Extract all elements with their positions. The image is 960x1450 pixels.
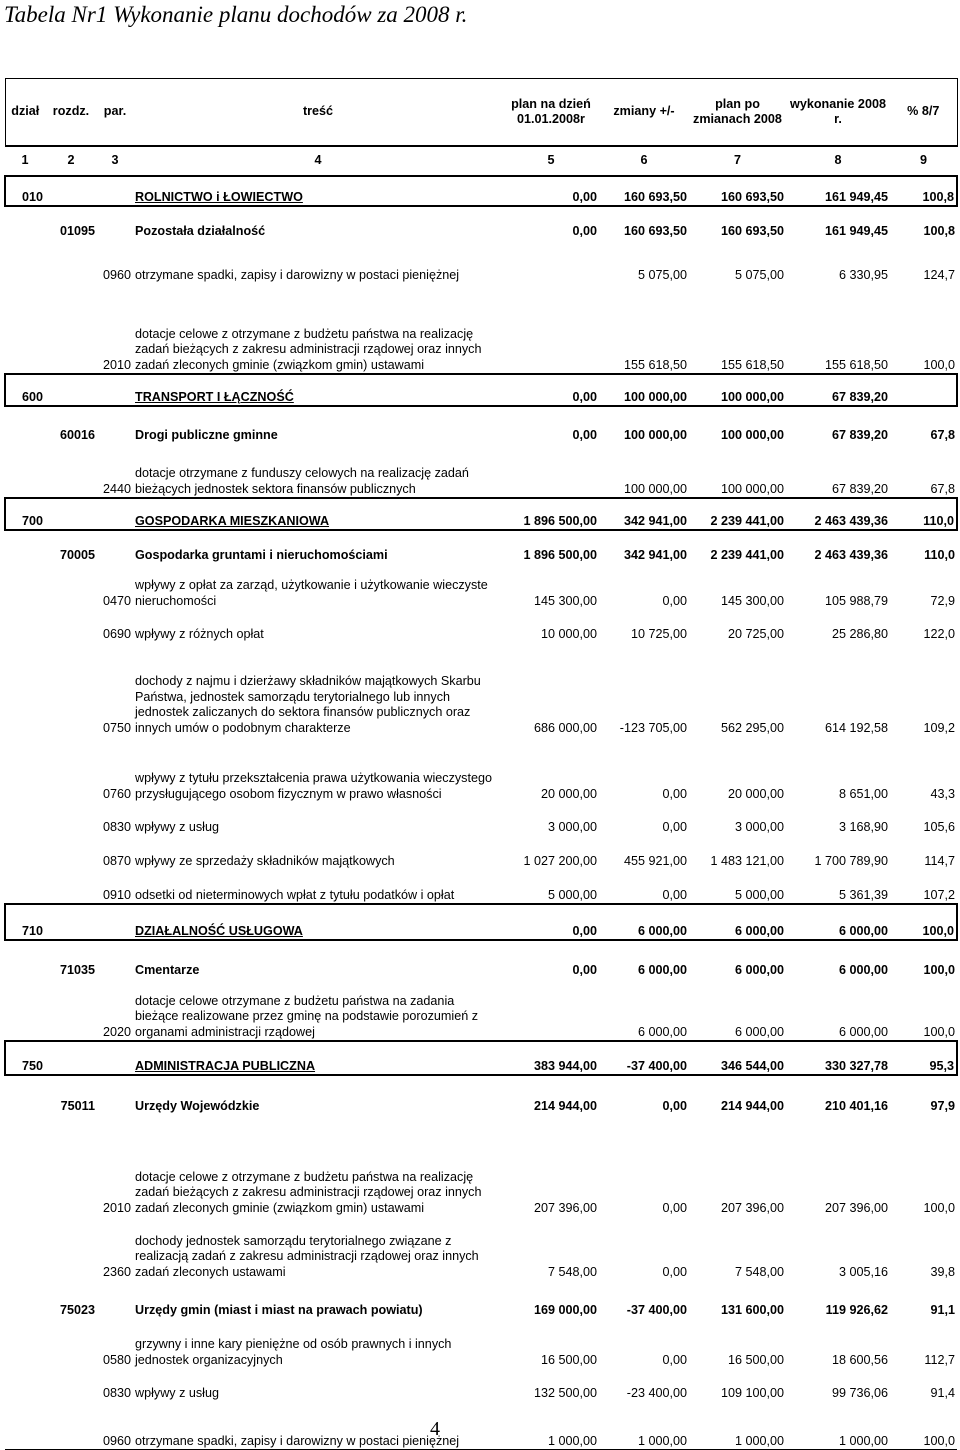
paragraf-cell: 0870 [102,853,131,868]
percent-value: 97,9 [930,1098,955,1113]
dzial-cell [5,206,45,239]
paragraf-cell [97,1041,133,1075]
paragraf-cell [97,1280,133,1318]
rozdzial-cell [45,1318,97,1368]
table-row [5,869,957,904]
percent-value: 91,1 [930,1302,955,1317]
plan-after-value: 6 000,00 [734,923,784,938]
description-cell: dochody jednostek samorządu terytorialnego związane z realizacją zadań z zakresu administracji rządowej oraz innych zadań zleconych ustawami [135,1233,479,1279]
paragraf-cell [97,498,133,530]
column-number: 1 [5,146,45,176]
paragraf-cell [97,406,133,443]
plan-after-value: 214 944,00 [720,1098,784,1113]
percent-value: 114,7 [924,853,955,868]
description-cell: Pozostała działalność [135,223,266,238]
percent-value: 100,0 [923,962,955,977]
plan-after-value: 16 500,00 [727,1352,784,1367]
table-row [5,1114,957,1216]
plan-value: 207 396,00 [533,1200,597,1215]
description-cell: ADMINISTRACJA PUBLICZNA [135,1058,316,1073]
execution-value: 67 839,20 [831,427,888,442]
dzial-cell: 750 [5,1041,45,1075]
change-value: 6 000,00 [637,962,687,977]
plan-value: 16 500,00 [540,1352,597,1367]
rozdzial-cell [45,904,97,940]
percent-value: 107,2 [923,887,955,902]
budget-table-container [4,78,956,1450]
plan-value: 10 000,00 [540,626,597,641]
paragraf-cell: 0750 [102,720,131,735]
table-row [5,1401,957,1450]
percent-value: 91,4 [930,1385,955,1400]
rozdzial-cell [45,978,97,1041]
description-cell: otrzymane spadki, zapisy i darowizny w postaci pieniężnej [135,267,460,282]
plan-value: 686 000,00 [533,720,597,735]
dzial-cell [5,283,45,374]
plan-after-value: 145 300,00 [720,593,784,608]
rozdzial-cell: 71035 [59,962,95,977]
plan-after-value: 109 100,00 [720,1385,784,1400]
percent-value: 100,8 [923,223,955,238]
plan-after-value: 131 600,00 [720,1302,784,1317]
plan-after-value: 346 544,00 [720,1058,784,1073]
table-row [5,609,957,642]
dzial-cell [5,609,45,642]
column-number: 7 [689,146,786,176]
paragraf-cell: 0830 [102,819,131,834]
execution-value: 18 600,56 [831,1352,888,1367]
change-value: 6 000,00 [637,1024,687,1039]
change-value: -37 400,00 [626,1302,687,1317]
rozdzial-cell [45,835,97,869]
percent-value: 100,0 [890,904,957,940]
plan-after-value: 1 483 121,00 [710,853,784,868]
paragraf-cell: 0910 [102,887,131,902]
execution-value: 155 618,50 [824,357,888,372]
percent-value: 122,0 [923,626,955,641]
column-number: 2 [45,146,97,176]
plan-after-value: 155 618,50 [720,357,784,372]
table-row [5,904,957,940]
rozdzial-cell [45,1114,97,1216]
column-number: 9 [890,146,957,176]
plan-after-value: 6 000,00 [734,1024,784,1039]
plan-value: 1 896 500,00 [523,513,597,528]
execution-value: 6 330,95 [838,267,888,282]
dzial-cell [5,1075,45,1114]
execution-value: 1 000,00 [786,1401,890,1450]
plan-after-value: 1 000,00 [689,1401,786,1450]
rozdzial-cell: 75011 [60,1098,95,1113]
change-value: -123 705,00 [619,720,687,735]
plan-after-value: 7 548,00 [734,1264,784,1279]
plan-after-value: 100 000,00 [720,427,784,442]
dzial-cell [5,239,45,283]
plan-after-value: 207 396,00 [720,1200,784,1215]
change-value: 342 941,00 [623,513,687,528]
change-value: 100 000,00 [623,427,687,442]
plan-value [503,239,599,283]
description-cell: dotacje celowe z otrzymane z budżetu państwa na realizację zadań bieżących z zakresu administracji rządowej oraz innych zadań zleconych gminie (związkom gmin) ustawami [135,1169,482,1215]
change-value: 0,00 [662,1200,687,1215]
description-cell: dotacje celowe otrzymane z budżetu państwa na zadania bieżące realizowane przez gminę na podstawie porozumień z organami administracji rządowej [135,993,479,1039]
plan-after-value: 2 239 441,00 [710,513,784,528]
plan-value: 132 500,00 [533,1385,597,1400]
execution-value: 161 949,45 [824,223,888,238]
description-cell: wpływy z tytułu przekształcenia prawa użytkowania wieczystego przysługującego osobom fizycznym w prawo własności [135,771,492,801]
rozdzial-cell [45,642,97,736]
table-row [5,283,957,374]
paragraf-cell: 0580 [102,1352,131,1367]
plan-after-value: 20 000,00 [727,786,784,801]
plan-value: 7 548,00 [547,1264,597,1279]
description-cell: wpływy ze sprzedaży składników majątkowych [135,853,395,868]
change-value: -37 400,00 [626,1058,687,1073]
rozdzial-cell: 01095 [59,223,95,238]
table-body [5,176,957,1450]
plan-after-value: 2 239 441,00 [710,547,784,562]
rozdzial-cell [45,1041,97,1075]
change-value: 455 921,00 [623,853,687,868]
paragraf-cell: 2010 [102,1200,131,1215]
change-value: 0,00 [662,1264,687,1279]
column-number: 6 [599,146,689,176]
plan-value: 214 944,00 [533,1098,597,1113]
paragraf-cell: 2360 [102,1264,131,1279]
description-cell: Cmentarze [135,962,200,977]
header-procent: % 8/7 [890,79,957,147]
plan-after-value: 100 000,00 [720,481,784,496]
description-cell: DZIAŁALNOŚĆ USŁUGOWA [135,923,303,938]
percent-value: 100,8 [890,176,957,206]
execution-value: 119 926,62 [825,1302,888,1317]
plan-value: 0,00 [572,962,597,977]
paragraf-cell: 2020 [102,1024,131,1039]
execution-value: 67 839,20 [831,481,888,496]
dzial-cell [5,1216,45,1280]
execution-value: 5 361,39 [838,887,888,902]
header-plan: plan na dzień 01.01.2008r [503,79,599,147]
change-value: 0,00 [662,1098,687,1113]
description-cell: GOSPODARKA MIESZKANIOWA [135,513,330,528]
page-title: Tabela Nr1 Wykonanie planu dochodów za 2008 r. [4,2,468,27]
rozdzial-cell: 60016 [59,427,95,442]
plan-after-value: 6 000,00 [734,962,784,977]
percent-value: 39,8 [930,1264,955,1279]
rozdzial-cell [45,1216,97,1280]
execution-value: 2 463 439,36 [814,513,888,528]
description-cell: Drogi publiczne gminne [135,427,278,442]
description-cell: otrzymane spadki, zapisy i darowizny w postaci pieniężnej [133,1401,503,1450]
rozdzial-cell [45,176,97,206]
plan-value: 20 000,00 [540,786,597,801]
table-row [5,978,957,1041]
paragraf-cell: 0470 [102,593,131,608]
description-cell: dotacje otrzymane z funduszy celowych na realizację zadań bieżących jednostek sektora finansów publicznych [135,466,469,496]
plan-after-value: 562 295,00 [720,720,784,735]
percent-value: 112,7 [924,1352,955,1367]
change-value: 0,00 [662,819,687,834]
plan-after-value: 160 693,50 [720,189,784,204]
plan-value: 5 000,00 [547,887,597,902]
dzial-cell [5,563,45,609]
paragraf-cell [97,1075,133,1114]
change-value: 1 000,00 [599,1401,689,1450]
change-value: 342 941,00 [623,547,687,562]
execution-value: 25 286,80 [831,626,888,641]
plan-value: 1 000,00 [503,1401,599,1450]
dzial-cell [5,642,45,736]
paragraf-cell: 0830 [102,1385,131,1400]
paragraf-cell: 2440 [102,481,131,496]
execution-value: 1 700 789,90 [814,853,888,868]
change-value: 0,00 [662,887,687,902]
column-number: 5 [503,146,599,176]
paragraf-cell [97,940,133,978]
description-cell: Urzędy Wojewódzkie [135,1098,260,1113]
plan-value: 1 896 500,00 [523,547,597,562]
dzial-cell [5,406,45,443]
change-value: -23 400,00 [626,1385,687,1400]
change-value: 0,00 [662,786,687,801]
table-row [5,736,957,802]
execution-value: 67 839,20 [831,389,888,404]
dzial-cell [5,1401,45,1450]
rozdzial-cell [45,802,97,835]
percent-value: 100,0 [923,1024,955,1039]
execution-value: 330 327,78 [824,1058,888,1073]
percent-value: 67,8 [930,481,955,496]
description-cell: wpływy z opłat za zarząd, użytkowanie i użytkowanie wieczyste nieruchomości [135,578,488,608]
rozdzial-cell: 75023 [59,1302,95,1317]
paragraf-cell [97,206,133,239]
plan-value: 0,00 [572,389,597,404]
description-cell: dotacje celowe z otrzymane z budżetu państwa na realizację zadań bieżących z zakresu administracji rządowej oraz innych zadań zleconych gminie (związkom gmin) ustawami [135,326,482,372]
plan-after-value: 5 000,00 [734,887,784,902]
plan-value: 145 300,00 [533,593,597,608]
percent-value: 100,0 [923,1200,955,1215]
dzial-cell [5,802,45,835]
dzial-cell [5,835,45,869]
rozdzial-cell [45,736,97,802]
table-row [5,802,957,835]
table-row [5,835,957,869]
paragraf-cell: 2010 [102,357,131,372]
percent-value: 124,7 [923,267,955,282]
plan-value: 0,00 [572,923,597,938]
rozdzial-cell [45,563,97,609]
change-value: 5 075,00 [637,267,687,282]
rozdzial-cell [45,239,97,283]
description-cell: grzywny i inne kary pieniężne od osób prawnych i innych jednostek organizacyjnych [135,1337,452,1367]
change-value: 0,00 [662,1352,687,1367]
percent-value: 100,0 [923,357,955,372]
header-zmiany: zmiany +/- [599,79,689,147]
table-row [5,940,957,978]
dzial-cell: 600 [5,374,45,406]
change-value: 160 693,50 [623,223,687,238]
description-cell: wpływy z usług [135,819,219,834]
column-number: 4 [133,146,503,176]
paragraf-cell [97,176,133,206]
table-row [5,1216,957,1280]
description-cell: wpływy z różnych opłat [135,626,264,641]
header-wykonanie: wykonanie 2008 r. [786,79,890,147]
rozdzial-cell: 70005 [59,547,95,562]
plan-value: 383 944,00 [533,1058,597,1073]
execution-value: 6 000,00 [838,1024,888,1039]
execution-value: 99 736,06 [831,1385,888,1400]
column-number: 8 [786,146,890,176]
plan-value: 3 000,00 [547,819,597,834]
dzial-cell [5,443,45,498]
budget-table [4,78,958,1450]
table-row [5,530,957,563]
change-value: 0,00 [662,593,687,608]
plan-after-value: 100 000,00 [720,389,784,404]
plan-value [503,283,599,374]
table-row [5,239,957,283]
percent-value: 43,3 [930,786,955,801]
plan-value: 0,00 [572,427,597,442]
change-value: 6 000,00 [637,923,687,938]
page-number: 4 [430,1418,440,1440]
plan-value [503,978,599,1041]
table-row [5,406,957,443]
paragraf-cell: 0960 [97,1401,133,1450]
dzial-cell [5,530,45,563]
execution-value: 3 005,16 [838,1264,888,1279]
description-cell: dochody z najmu i dzierżawy składników majątkowych Skarbu Państwa, jednostek samorządu terytorialnego lub innych jednostek zaliczanych do sektora finansów publicznych oraz innych umów o podobnym charakterze [135,674,481,735]
description-cell: ROLNICTWO i ŁOWIECTWO [135,189,303,204]
execution-value: 6 000,00 [838,923,888,938]
dzial-cell [5,1114,45,1216]
dzial-cell [5,978,45,1041]
execution-value: 2 463 439,36 [814,547,888,562]
rozdzial-cell [45,869,97,904]
rozdzial-cell [45,1401,97,1450]
description-cell: Gospodarka gruntami i nieruchomościami [135,547,388,562]
rozdzial-cell [45,374,97,406]
percent-value: 67,8 [930,427,955,442]
column-number-row [5,146,957,176]
dzial-cell: 710 [5,904,45,940]
paragraf-cell: 0690 [102,626,131,641]
percent-value: 109,2 [923,720,955,735]
execution-value: 8 651,00 [838,786,888,801]
percent-value [890,374,957,406]
dzial-cell: 700 [5,498,45,530]
rozdzial-cell [45,498,97,530]
execution-value: 207 396,00 [824,1200,888,1215]
table-row [5,1041,957,1075]
plan-value: 0,00 [572,189,597,204]
header-rozdz: rozdz. [45,79,97,147]
description-cell: Urzędy gmin (miast i miast na prawach powiatu) [135,1302,423,1317]
table-row [5,374,957,406]
dzial-cell [5,869,45,904]
dzial-cell [5,736,45,802]
description-cell: odsetki od nieterminowych wpłat z tytułu podatków i opłat [135,887,455,902]
rozdzial-cell [45,1368,97,1401]
execution-value: 210 401,16 [824,1098,888,1113]
change-value: 155 618,50 [623,357,687,372]
table-row [5,1075,957,1114]
dzial-cell [5,940,45,978]
header-tresc: treść [133,79,503,147]
header-par: par. [97,79,133,147]
percent-value: 72,9 [930,593,955,608]
change-value: 10 725,00 [630,626,687,641]
execution-value: 161 949,45 [824,189,888,204]
change-value: 100 000,00 [623,481,687,496]
execution-value: 105 988,79 [824,593,888,608]
header-row [5,79,957,147]
plan-after-value: 160 693,50 [720,223,784,238]
plan-value: 0,00 [572,223,597,238]
plan-after-value: 20 725,00 [727,626,784,641]
table-row [5,563,957,609]
paragraf-cell: 0960 [102,267,131,282]
percent-value: 100,0 [890,1401,957,1450]
paragraf-cell [97,374,133,406]
table-row [5,1280,957,1318]
table-row [5,498,957,530]
plan-value: 1 027 200,00 [523,853,597,868]
rozdzial-cell [45,443,97,498]
paragraf-cell [97,904,133,940]
header-plan-po: plan po zmianach 2008 [689,79,786,147]
rozdzial-cell [45,609,97,642]
change-value: 100 000,00 [623,389,687,404]
paragraf-cell: 0760 [102,786,131,801]
paragraf-cell [97,530,133,563]
dzial-cell [5,1318,45,1368]
dzial-cell [5,1280,45,1318]
execution-value: 3 168,90 [838,819,888,834]
plan-after-value: 5 075,00 [734,267,784,282]
percent-value: 110,0 [924,547,955,562]
plan-value [503,443,599,498]
table-row [5,1368,957,1401]
column-number: 3 [97,146,133,176]
header-dzial: dział [5,79,45,147]
plan-value: 169 000,00 [533,1302,597,1317]
dzial-cell [5,1368,45,1401]
percent-value: 95,3 [890,1041,957,1075]
plan-after-value: 3 000,00 [734,819,784,834]
execution-value: 6 000,00 [838,962,888,977]
percent-value: 105,6 [923,819,955,834]
table-row [5,206,957,239]
table-row [5,443,957,498]
rozdzial-cell [45,283,97,374]
description-cell: wpływy z usług [135,1385,219,1400]
change-value: 160 693,50 [623,189,687,204]
percent-value: 110,0 [890,498,957,530]
dzial-cell: 010 [5,176,45,206]
table-row [5,176,957,206]
table-row [5,1318,957,1368]
description-cell: TRANSPORT I ŁĄCZNOŚĆ [135,389,294,404]
execution-value: 614 192,58 [824,720,888,735]
table-row [5,642,957,736]
